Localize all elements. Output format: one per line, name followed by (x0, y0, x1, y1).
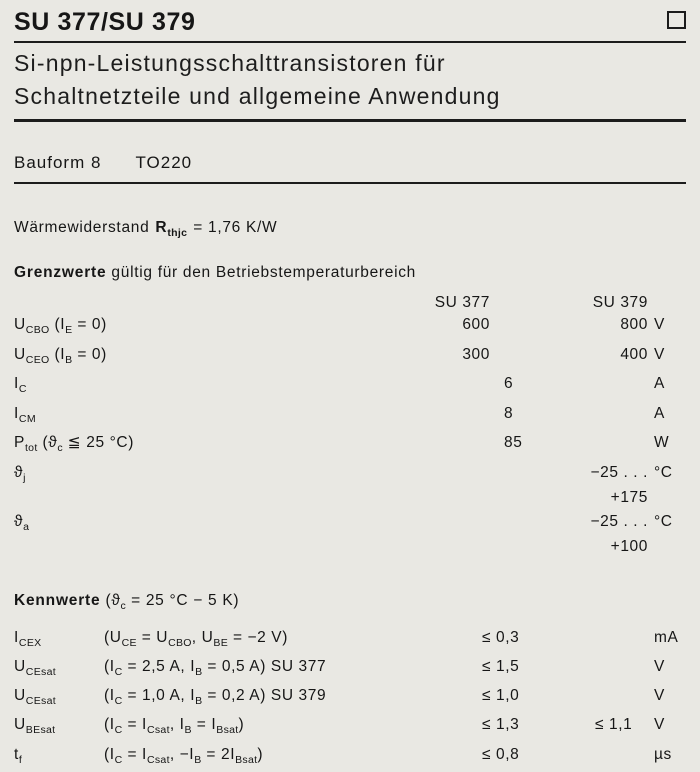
value-2: ≤ 1,1 (595, 716, 633, 734)
subtitle (14, 47, 686, 113)
value-su379 (550, 431, 648, 461)
table-row (14, 713, 686, 742)
divider-rule (14, 119, 686, 122)
unit-label: V (654, 687, 665, 705)
symbol-label: $t_f$ (14, 745, 23, 766)
corner-box-mark (667, 11, 686, 29)
subtitle-line-2: Schaltnetzteile und allgemeine Anwendung (14, 83, 501, 109)
unit-label: °C (654, 464, 673, 482)
limits-header-row (14, 293, 686, 313)
header-row (14, 8, 686, 36)
table-row (14, 313, 686, 343)
table-row (14, 461, 686, 510)
param-label: $U_{CBO}$ $(I_E = 0)$ (14, 316, 107, 337)
value-su377 (420, 402, 490, 432)
param-label: $ϑ_j$ (14, 464, 26, 485)
value-common: 8 (504, 404, 514, 422)
value-su379: 800 (620, 316, 648, 334)
value-su379: −25 . . . +100 (590, 513, 648, 555)
unit-label: V (654, 658, 665, 676)
symbol-label: $U_{CEsat}$ (14, 658, 56, 679)
param-label: $I_C$ (14, 375, 27, 396)
unit-label: mA (654, 629, 679, 647)
value-2 (595, 684, 652, 713)
value-su377 (420, 431, 490, 461)
value-su379 (550, 372, 648, 402)
value-1: ≤ 1,3 (482, 716, 520, 734)
condition-label: ($I_C = I_{Csat}$, $I_B = I_{Bsat}$) (104, 716, 245, 737)
value-2 (595, 743, 652, 772)
thermal-value: = 1,76 K/W (193, 219, 278, 236)
value-su377: 600 (462, 316, 490, 334)
limits-heading (14, 263, 686, 283)
package-name: TO220 (135, 153, 193, 172)
value-2 (595, 655, 652, 684)
divider-rule (14, 182, 686, 184)
limits-table (14, 293, 686, 559)
value-su379: −25 . . . +175 (590, 464, 648, 506)
condition-label: ($I_C = 2,5$ A, $I_B = 0,5$ A) SU 377 (104, 658, 327, 679)
bauform-label: Bauform 8 (14, 153, 102, 172)
table-row (14, 626, 686, 655)
value-su377 (420, 461, 490, 510)
param-label: $U_{CEO}$ $(I_B = 0)$ (14, 345, 107, 366)
unit-label: V (654, 345, 665, 363)
thermal-symbol: $R_{thjc}$ (155, 219, 188, 240)
package-line (14, 153, 686, 173)
value-su379 (550, 402, 648, 432)
table-row (14, 402, 686, 432)
table-row (14, 743, 686, 772)
value-su377: 300 (462, 345, 490, 363)
symbol-label: $U_{CEsat}$ (14, 687, 56, 708)
table-row (14, 510, 686, 559)
value-1: ≤ 1,0 (482, 687, 520, 705)
unit-label: W (654, 434, 670, 452)
value-su377 (420, 510, 490, 559)
divider-rule (14, 41, 686, 43)
column-header-su377: SU 377 (434, 294, 490, 312)
unit-label: µs (654, 745, 672, 763)
thermal-label: Wärmewiderstand (14, 219, 150, 236)
value-common (490, 313, 550, 343)
value-common (490, 510, 550, 559)
param-label: $ϑ_a$ (14, 513, 30, 534)
condition-label: ($I_C = I_{Csat}$, $-I_B = 2I_{Bsat}$) (104, 745, 264, 766)
param-label: $P_{tot}$ ($ϑ_c$ ≦ 25 °C) (14, 434, 134, 455)
characteristics-heading (14, 591, 686, 616)
page-title: SU 377/SU 379 (14, 8, 196, 36)
value-common (490, 461, 550, 510)
unit-label: A (654, 404, 665, 422)
value-2 (595, 626, 652, 655)
table-row (14, 655, 686, 684)
characteristics-heading-rest: ($ϑ_c = 25$ °C − 5 K) (100, 592, 240, 613)
value-common: 85 (504, 434, 523, 452)
value-1: ≤ 1,5 (482, 658, 520, 676)
value-su377 (420, 372, 490, 402)
symbol-label: $I_{CEX}$ (14, 629, 42, 650)
value-common: 6 (504, 375, 514, 393)
table-row (14, 431, 686, 461)
unit-label: A (654, 375, 665, 393)
table-row (14, 684, 686, 713)
table-row (14, 372, 686, 402)
condition-label: ($I_C = 1,0$ A, $I_B = 0,2$ A) SU 379 (104, 687, 327, 708)
value-su379: 400 (620, 345, 648, 363)
table-row (14, 343, 686, 373)
unit-label: °C (654, 513, 673, 531)
characteristics-heading-bold: Kennwerte (14, 592, 101, 610)
param-label: $I_{CM}$ (14, 404, 36, 425)
value-1: ≤ 0,3 (482, 629, 520, 647)
subtitle-line-1: Si-npn-Leistungsschalttransistoren für (14, 50, 446, 76)
value-common (490, 343, 550, 373)
limits-heading-bold: Grenzwerte (14, 264, 107, 282)
unit-label: V (654, 316, 665, 334)
column-header-su379: SU 379 (592, 294, 648, 312)
value-1: ≤ 0,8 (482, 745, 520, 763)
thermal-resistance-line (14, 218, 686, 243)
symbol-label: $U_{BEsat}$ (14, 716, 56, 737)
limits-heading-rest: gültig für den Betriebstemperaturbereich (106, 264, 416, 282)
characteristics-table (14, 626, 686, 771)
condition-label: ($U_{CE} = U_{CBO}$, $U_{BE} = -2$ V) (104, 629, 289, 650)
unit-label: V (654, 716, 665, 734)
